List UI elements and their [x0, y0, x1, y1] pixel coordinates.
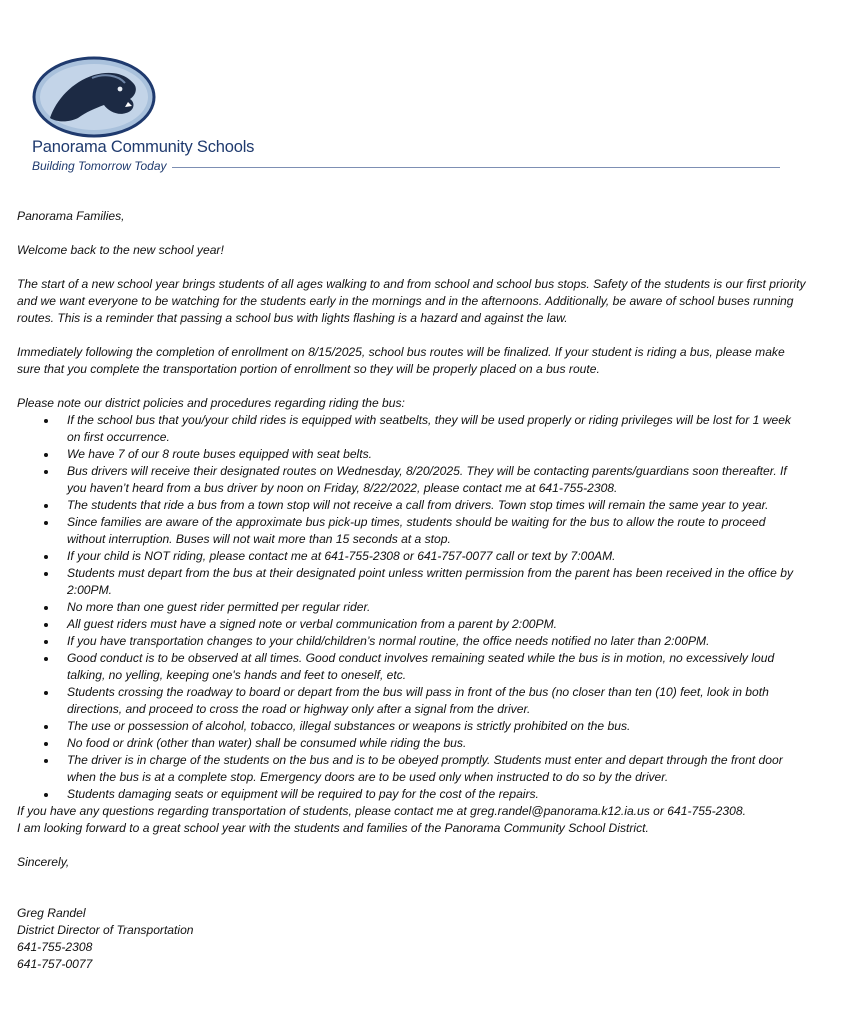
- list-item: Students crossing the roadway to board or depart from the bus will pass in front of the bus (no closer than ten (10) feet, look in both directions, and proceed to cross the road or highway only after a signal from the driver.: [17, 684, 807, 718]
- list-item: If your child is NOT riding, please contact me at 641-755-2308 or 641-757-0077 call or text by 7:00AM.: [17, 548, 807, 565]
- signature-phone-2: 641-757-0077: [17, 957, 93, 971]
- letter-body: [17, 208, 807, 973]
- list-item: We have 7 of our 8 route buses equipped with seat belts.: [17, 446, 807, 463]
- list-item: If you have transportation changes to your child/children’s normal routine, the office needs notified no later than 2:00PM.: [17, 633, 807, 650]
- welcome-line: Welcome back to the new school year!: [17, 243, 224, 257]
- closing: Sincerely,: [17, 855, 70, 869]
- list-item: Students damaging seats or equipment will be required to pay for the cost of the repairs.: [17, 786, 807, 803]
- list-item: The use or possession of alcohol, tobacco, illegal substances or weapons is strictly prohibited on the bus.: [17, 718, 807, 735]
- header-divider: [172, 167, 780, 168]
- tagline: Building Tomorrow Today: [32, 159, 167, 173]
- list-item: No more than one guest rider permitted per regular rider.: [17, 599, 807, 616]
- list-item: All guest riders must have a signed note or verbal communication from a parent by 2:00PM.: [17, 616, 807, 633]
- list-item: The students that ride a bus from a town stop will not receive a call from drivers. Town stop times will remain the same year to year.: [17, 497, 807, 514]
- list-item: Since families are aware of the approximate bus pick-up times, students should be waiting for the bus to allow the route to proceed without interruption. Buses will not wait more than 15 seconds at a stop.: [17, 514, 807, 548]
- signature-name: Greg Randel: [17, 906, 86, 920]
- list-item: The driver is in charge of the students on the bus and is to be obeyed promptly. Students must enter and depart through the front door when the bus is at a complete stop. Emergency doors are to be used only when instructed to do so by the driver.: [17, 752, 807, 786]
- greeting: Panorama Families,: [17, 209, 125, 223]
- list-item: No food or drink (other than water) shall be consumed while riding the bus.: [17, 735, 807, 752]
- list-item: Students must depart from the bus at their designated point unless written permission from the parent has been received in the office by 2:00PM.: [17, 565, 807, 599]
- closing-remark: I am looking forward to a great school year with the students and families of the Panorama Community School District.: [17, 821, 649, 835]
- school-name: Panorama Community Schools: [32, 138, 255, 156]
- policies-intro: Please note our district policies and procedures regarding riding the bus:: [17, 396, 405, 410]
- list-item: Good conduct is to be observed at all times. Good conduct involves remaining seated while the bus is in motion, no excessively loud talking, no yelling, keeping one's hands and feet to oneself, etc.: [17, 650, 807, 684]
- panther-mascot-icon: [32, 56, 156, 138]
- questions-line: If you have any questions regarding transportation of students, please contact me at greg.randel@panorama.k12.ia.us or 641-755-2308.: [17, 804, 746, 818]
- list-item: If the school bus that you/your child rides is equipped with seatbelts, they will be used properly or riding privileges will be lost for 1 week on first occurrence.: [17, 412, 807, 446]
- tagline-row: [32, 159, 780, 175]
- policies-list: [17, 412, 807, 803]
- enrollment-paragraph: Immediately following the completion of enrollment on 8/15/2025, school bus routes will be finalized. If your student is riding a bus, please make sure that you complete the transportation portion of enrollment so they will be properly placed on a bus route.: [17, 345, 785, 376]
- signature-phone-1: 641-755-2308: [17, 940, 93, 954]
- letterhead: [30, 56, 780, 176]
- signature-title: District Director of Transportation: [17, 923, 194, 937]
- list-item: Bus drivers will receive their designated routes on Wednesday, 8/20/2025. They will be contacting parents/guardians soon thereafter. If you haven’t heard from a bus driver by noon on Friday, 8/22/2022, please contact me at 641-755-2308.: [17, 463, 807, 497]
- safety-paragraph: The start of a new school year brings students of all ages walking to and from school and school bus stops. Safety of the students is our first priority and we want everyone to be watching for the students early in the mornings and in the afternoons. Additionally, be aware of school buses running routes. This is a reminder that passing a school bus with lights flashing is a hazard and against the law.: [17, 277, 806, 325]
